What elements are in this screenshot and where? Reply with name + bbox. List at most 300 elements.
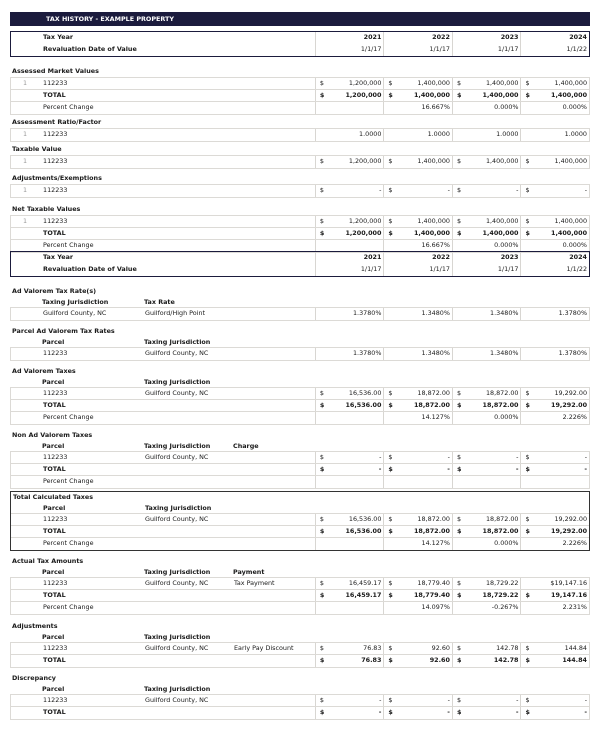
parcel-id: 112233 (43, 515, 68, 523)
amount: 1,400,000 (417, 217, 450, 225)
reval-date: 1/1/17 (360, 45, 382, 53)
parcel-id: 112233 (43, 217, 68, 225)
value-cell (452, 156, 521, 168)
amount: 1,200,000 (348, 79, 382, 87)
row-label (11, 476, 315, 488)
value-cell (520, 216, 589, 227)
amount: 92.60 (431, 644, 450, 652)
amount: 1,200,000 (345, 91, 382, 99)
row-label (11, 412, 315, 424)
amount: 1.3480% (421, 309, 450, 317)
amount: - (447, 465, 450, 473)
row-label (11, 538, 315, 550)
value-cell (520, 400, 589, 411)
value-cell (315, 90, 384, 101)
section-title: Ad Valorem Taxes (12, 367, 76, 375)
percent-change-value: 14.127% (421, 413, 450, 421)
section-grid (10, 77, 590, 115)
amount: - (515, 708, 519, 716)
section-title: Ad Valorem Tax Rate(s) (12, 287, 97, 295)
value-cell (520, 464, 589, 475)
column-header: Parcel (42, 442, 65, 450)
parcel-id: 112233 (43, 579, 68, 587)
column-header: Taxing Jurisdiction (144, 633, 211, 641)
column-header: Parcel (43, 504, 66, 512)
currency-symbol: $ (525, 453, 530, 461)
total-label: TOTAL (43, 91, 66, 99)
value-cell (383, 412, 452, 424)
amount: 1,400,000 (413, 229, 450, 237)
jurisdiction: Guilford County, NC (43, 309, 107, 317)
percent-change-row (11, 102, 589, 114)
parcel-id: 112233 (43, 157, 68, 165)
value-cell (452, 695, 521, 706)
amount: - (516, 453, 519, 461)
section-grid (10, 387, 590, 425)
currency-symbol: $ (388, 644, 393, 652)
jurisdiction: Guilford County, NC (145, 696, 209, 704)
amount: - (515, 465, 519, 473)
year: 2024 (569, 253, 588, 261)
currency-symbol: $ (319, 515, 324, 523)
amount: - (447, 696, 450, 704)
year: 2022 (432, 253, 450, 261)
total-row (11, 590, 589, 602)
total-label: TOTAL (43, 401, 66, 409)
data-row (11, 308, 589, 320)
value-cell (383, 400, 452, 411)
currency-symbol: $ (456, 696, 462, 704)
section-title: Discrepancy (12, 674, 56, 682)
amount: 1.0000 (564, 130, 588, 138)
currency-symbol: $ (525, 527, 530, 535)
value-cell (452, 464, 521, 475)
jurisdiction: Guilford County, NC (145, 389, 209, 397)
value-cell (383, 78, 452, 89)
amount: 1,200,000 (348, 217, 382, 225)
currency-symbol: $ (319, 696, 324, 704)
amount: - (379, 696, 382, 704)
amount: 1,400,000 (554, 217, 588, 225)
amount: - (378, 465, 382, 473)
section-grid (10, 694, 590, 720)
amount: 1,400,000 (417, 79, 450, 87)
amount: 1,400,000 (554, 79, 588, 87)
value-cell (520, 156, 589, 168)
amount: 1.3780% (352, 349, 382, 357)
percent-change-row (11, 602, 589, 614)
column-header: Parcel (42, 685, 65, 693)
column-header-labels (10, 337, 315, 347)
percent-change-label: Percent Change (43, 603, 94, 611)
data-row (11, 643, 589, 655)
currency-symbol: $ (456, 217, 462, 225)
percent-change-value: 0.000% (494, 539, 519, 547)
value-cell (383, 90, 452, 101)
currency-symbol: $ (525, 656, 530, 664)
column-header: Parcel (42, 338, 65, 346)
value-cell (520, 590, 589, 601)
value-cell (452, 400, 521, 411)
amount: - (584, 708, 588, 716)
amount: 19,292.00 (554, 389, 588, 397)
row-label (11, 129, 315, 141)
amount: 16,536.00 (345, 401, 382, 409)
total-label: TOTAL (43, 591, 66, 599)
value-cell (452, 707, 521, 719)
amount: 19,292.00 (551, 527, 588, 535)
value-cell (520, 388, 589, 399)
percent-change-value: 0.000% (494, 241, 519, 249)
amount: 18,872.00 (482, 527, 519, 535)
amount: 92.60 (429, 656, 450, 664)
currency-symbol: $ (456, 401, 462, 409)
amount: - (584, 453, 588, 461)
percent-change-label: Percent Change (43, 539, 94, 547)
currency-symbol: $ (525, 91, 530, 99)
year: 2023 (500, 33, 519, 41)
currency-symbol: $ (388, 708, 393, 716)
currency-symbol: $ (456, 465, 462, 473)
currency-symbol: $ (456, 453, 462, 461)
data-row (11, 129, 589, 141)
value-cell (383, 228, 452, 239)
section-grid (10, 451, 590, 489)
parcel-id: 112233 (43, 349, 68, 357)
percent-change-value: 0.000% (562, 103, 588, 111)
value-cell (315, 655, 384, 667)
amount: 1,400,000 (551, 229, 588, 237)
year: 2022 (432, 33, 450, 41)
section-actual_tax_amounts (10, 556, 590, 615)
reval-date: 1/1/17 (497, 265, 519, 273)
payment-type: Tax Payment (234, 579, 275, 587)
percent-change-value: 16.667% (421, 241, 450, 249)
column-header: Parcel (42, 378, 65, 386)
data-row (11, 695, 589, 707)
percent-change-value: 2.226% (562, 539, 588, 547)
row-index: 1 (23, 217, 28, 225)
value-cell (315, 308, 384, 320)
column-headers (10, 632, 590, 642)
column-header: Taxing Jurisdiction (144, 442, 211, 450)
amount: 18,779.40 (413, 591, 450, 599)
currency-symbol: $ (525, 644, 530, 652)
amount: 16,459.17 (345, 591, 382, 599)
value-cell (315, 538, 384, 550)
amount: - (584, 465, 588, 473)
value-cell (315, 695, 384, 706)
page-title: TAX HISTORY - EXAMPLE PROPERTY (10, 12, 590, 26)
jurisdiction: Guilford County, NC (145, 453, 209, 461)
amount: 16,459.17 (348, 579, 382, 587)
reval-date: 1/1/22 (566, 265, 588, 273)
value-cell (383, 526, 452, 537)
currency-symbol: $ (456, 515, 462, 523)
reval-row (11, 44, 589, 56)
value-cell (383, 602, 452, 614)
data-row (11, 78, 589, 90)
value-cell (315, 707, 384, 719)
currency-symbol: $ (319, 401, 325, 409)
value-cell (383, 464, 452, 475)
total-label: TOTAL (43, 465, 66, 473)
tax-year-row (11, 32, 589, 44)
value-cell (452, 228, 521, 239)
currency-symbol: $ (319, 453, 324, 461)
section-title: Assessed Market Values (12, 67, 99, 75)
parcel-id: 112233 (43, 130, 68, 138)
row-index: 1 (23, 186, 28, 194)
currency-symbol: $ (388, 696, 393, 704)
amount: - (447, 186, 450, 194)
value-cell (520, 228, 589, 239)
total-row (11, 526, 589, 538)
year: 2021 (363, 253, 382, 261)
currency-symbol: $ (388, 591, 393, 599)
percent-change-value: 2.231% (562, 603, 588, 611)
column-header-labels (10, 441, 315, 451)
reval-row (11, 264, 589, 276)
amount: 144.84 (562, 656, 588, 664)
reval-label: Revaluation Date of Value (43, 265, 137, 273)
amount: 18,872.00 (485, 389, 519, 397)
amount: 16,536.00 (348, 389, 382, 397)
amount: 1.3780% (352, 309, 382, 317)
data-row (11, 578, 589, 590)
row-label (11, 514, 315, 525)
amount: - (378, 708, 382, 716)
currency-symbol: $ (388, 579, 393, 587)
adjustment-type: Early Pay Discount (234, 644, 294, 652)
parcel-id: 112233 (43, 389, 68, 397)
column-header: Charge (233, 442, 259, 450)
total-label: TOTAL (43, 656, 66, 664)
section-grid (10, 155, 590, 169)
section-title: Adjustments (12, 622, 58, 630)
value-cell (383, 348, 452, 360)
row-label (11, 228, 315, 239)
value-cell (315, 602, 384, 614)
column-header-labels (10, 297, 315, 307)
amount: - (584, 696, 588, 704)
column-headers (10, 297, 590, 307)
column-headers (10, 337, 590, 347)
reval-date: 1/1/17 (429, 265, 450, 273)
row-label (11, 707, 315, 719)
reval-date: 1/1/17 (360, 265, 382, 273)
value-cell (315, 476, 384, 488)
value-cell (383, 578, 452, 589)
value-cell (315, 348, 384, 360)
year: 2023 (500, 253, 519, 261)
tax-year-label: Tax Year (43, 253, 74, 261)
value-cell (452, 129, 521, 141)
currency-symbol: $ (388, 527, 393, 535)
value-cell (452, 412, 521, 424)
currency-symbol: $ (319, 389, 324, 397)
column-headers (10, 377, 590, 387)
value-cell (383, 590, 452, 601)
currency-symbol: $ (319, 229, 325, 237)
value-cell (520, 643, 589, 654)
amount: 19,147.16 (551, 591, 588, 599)
section-discrepancy (10, 673, 590, 720)
amount: - (447, 708, 450, 716)
jurisdiction: Guilford County, NC (145, 579, 209, 587)
currency-symbol: $ (388, 79, 393, 87)
currency-symbol: $ (456, 79, 462, 87)
amount: $19,147.16 (550, 579, 588, 587)
value-cell (452, 643, 521, 654)
section-adjustments (10, 621, 590, 668)
value-cell (315, 185, 384, 197)
currency-symbol: $ (388, 401, 393, 409)
percent-change-label: Percent Change (43, 477, 94, 485)
value-cell (383, 695, 452, 706)
currency-symbol: $ (456, 708, 462, 716)
value-cell (315, 452, 384, 463)
section-total_calculated_taxes (10, 491, 590, 551)
currency-symbol: $ (388, 515, 393, 523)
year-header-1 (10, 31, 590, 57)
amount: 1,400,000 (485, 217, 519, 225)
currency-symbol: $ (319, 465, 325, 473)
value-cell (520, 578, 589, 589)
value-cell (520, 78, 589, 89)
value-cell (520, 514, 589, 525)
amount: 1,400,000 (417, 157, 450, 165)
section-assessed_market_values (10, 66, 590, 115)
amount: - (584, 186, 588, 194)
currency-symbol: $ (525, 157, 530, 165)
value-cell (383, 156, 452, 168)
total-row (11, 655, 589, 667)
value-cell (452, 578, 521, 589)
percent-change-value: 0.000% (494, 103, 519, 111)
currency-symbol: $ (525, 389, 530, 397)
column-header: Taxing Jurisdiction (144, 338, 211, 346)
assessment-sections (10, 66, 590, 257)
currency-symbol: $ (319, 157, 324, 165)
total-label: TOTAL (43, 229, 66, 237)
total-label: TOTAL (43, 527, 66, 535)
reval-date: 1/1/17 (497, 45, 519, 53)
total-label: TOTAL (43, 708, 66, 716)
value-cell (452, 602, 521, 614)
amount: 19,292.00 (551, 401, 588, 409)
column-header-labels (11, 503, 316, 513)
tax-sections (10, 286, 590, 724)
amount: 16,536.00 (348, 515, 382, 523)
section-ad_valorem_taxes (10, 366, 590, 425)
value-cell (383, 655, 452, 667)
amount: 18,872.00 (417, 515, 450, 523)
currency-symbol: $ (525, 186, 530, 194)
value-cell (452, 185, 521, 197)
column-header: Payment (233, 568, 265, 576)
value-cell (315, 514, 384, 525)
value-cell (315, 643, 384, 654)
year: 2021 (363, 33, 382, 41)
currency-symbol: $ (319, 579, 324, 587)
column-headers (10, 567, 590, 577)
section-grid (10, 577, 590, 615)
total-row (11, 707, 589, 719)
jurisdiction: Guilford County, NC (145, 515, 209, 523)
column-header: Tax Rate (144, 298, 175, 306)
percent-change-value: 0.000% (494, 413, 519, 421)
data-row (11, 348, 589, 360)
percent-change-value: 14.127% (421, 539, 450, 547)
data-row (11, 156, 589, 168)
value-cell (452, 90, 521, 101)
value-cell (520, 602, 589, 614)
column-header-labels (10, 567, 315, 577)
currency-symbol: $ (319, 79, 324, 87)
percent-change-value: 14.097% (421, 603, 450, 611)
amount: 1.0000 (427, 130, 450, 138)
value-cell (520, 695, 589, 706)
percent-change-row (11, 476, 589, 488)
amount: 76.83 (361, 656, 382, 664)
section-title: Assessment Ratio/Factor (12, 118, 102, 126)
section-grid (10, 215, 590, 253)
value-cell (452, 476, 521, 488)
amount: 1.0000 (359, 130, 382, 138)
amount: - (516, 186, 519, 194)
value-cell (383, 185, 452, 197)
jurisdiction: Guilford County, NC (145, 349, 209, 357)
row-label (11, 90, 315, 101)
amount: 1,200,000 (348, 157, 382, 165)
value-cell (383, 102, 452, 114)
value-cell (520, 452, 589, 463)
column-headers (10, 441, 590, 451)
section-grid (10, 307, 590, 321)
currency-symbol: $ (525, 708, 530, 716)
parcel-id: 112233 (43, 79, 68, 87)
amount: 1,400,000 (413, 91, 450, 99)
value-cell (452, 216, 521, 227)
row-label (11, 216, 315, 227)
value-cell (452, 102, 521, 114)
section-assessment_ratio (10, 117, 590, 142)
currency-symbol: $ (525, 696, 530, 704)
reval-label: Revaluation Date of Value (43, 45, 137, 53)
year-header-2 (10, 251, 590, 277)
row-index: 1 (23, 130, 28, 138)
currency-symbol: $ (456, 91, 462, 99)
amount: 1,200,000 (345, 229, 382, 237)
value-cell (383, 452, 452, 463)
currency-symbol: $ (525, 217, 530, 225)
section-taxable_value (10, 144, 590, 169)
section-title: Total Calculated Taxes (13, 493, 94, 501)
value-cell (520, 185, 589, 197)
currency-symbol: $ (319, 91, 325, 99)
value-cell (383, 707, 452, 719)
value-cell (520, 412, 589, 424)
currency-symbol: $ (456, 527, 462, 535)
column-header: Taxing Jurisdiction (144, 685, 211, 693)
value-cell (452, 590, 521, 601)
value-cell (452, 348, 521, 360)
section-title: Non Ad Valorem Taxes (12, 431, 93, 439)
row-label (11, 78, 315, 89)
value-cell (520, 538, 589, 550)
amount: - (447, 453, 450, 461)
